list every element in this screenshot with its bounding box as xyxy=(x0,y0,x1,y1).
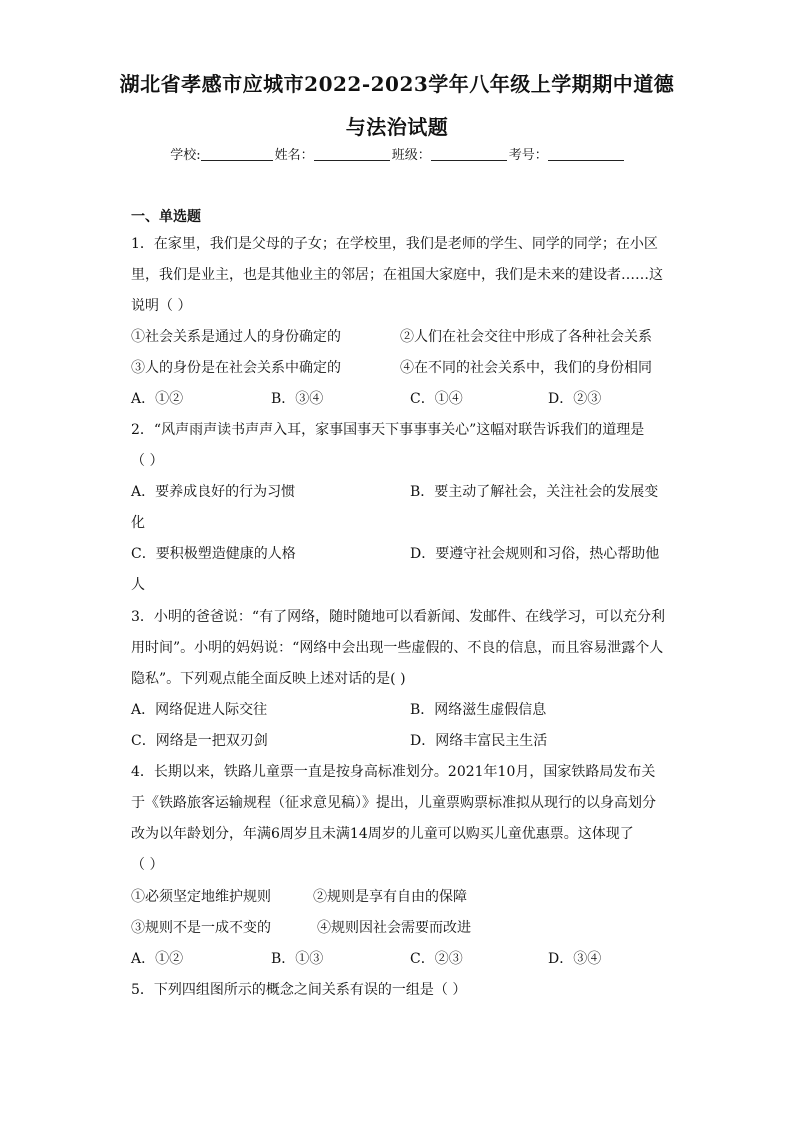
q4-statement-2: ②规则是享有自由的保障 xyxy=(313,889,467,905)
q4-statement-1: ①必须坚定地维护规则 xyxy=(131,889,271,905)
q2-option-a[interactable]: A．要养成良好的行为习惯 xyxy=(131,484,296,500)
q4-stem-line4: （ ） xyxy=(131,857,164,873)
school-label: 学校: xyxy=(170,148,201,163)
q1-statement-3: ③人的身份是在社会关系中确定的 xyxy=(131,360,341,376)
q4-option-b[interactable]: B．①③ xyxy=(271,951,324,967)
q4-option-a[interactable]: A．①② xyxy=(131,951,184,967)
q4-option-d[interactable]: D．③④ xyxy=(548,951,602,967)
exam-title-line1: 湖北省孝感市应城市2022-2023学年八年级上学期期中道德 xyxy=(119,72,675,96)
q1-option-c[interactable]: C．①④ xyxy=(410,391,463,407)
q1-statement-2: ②人们在社会交往中形成了各种社会关系 xyxy=(400,329,652,345)
student-info-row xyxy=(0,144,794,163)
q1-option-b[interactable]: B．③④ xyxy=(271,391,324,407)
q1-statement-4: ④在不同的社会关系中，我们的身份相同 xyxy=(400,360,652,376)
q1-option-a[interactable]: A．①② xyxy=(131,391,184,407)
class-label: 班级： xyxy=(391,148,431,163)
name-blank[interactable] xyxy=(314,146,390,161)
q2-option-b-line2: 化 xyxy=(131,515,145,531)
q4-stem-line3: 改为以年龄划分，年满6周岁且未满14周岁的儿童可以购买儿童优惠票。这体现了 xyxy=(131,826,634,842)
q3-option-d[interactable]: D．网络丰富民主生活 xyxy=(410,733,548,749)
q2-option-d-line1[interactable]: D．要遵守社会规则和习俗，热心帮助他 xyxy=(410,546,660,562)
q3-option-c[interactable]: C．网络是一把双刃剑 xyxy=(131,733,268,749)
class-blank[interactable] xyxy=(431,146,507,161)
exam-no-blank[interactable] xyxy=(548,146,624,161)
exam-title-line2: 与法治试题 xyxy=(345,115,449,139)
q4-statement-3: ③规则不是一成不变的 xyxy=(131,920,271,936)
school-blank[interactable] xyxy=(201,146,273,161)
q4-stem-line1: 4．长期以来，铁路儿童票一直是按身高标准划分。2021年10月，国家铁路局发布关 xyxy=(131,764,656,780)
q2-option-c[interactable]: C．要积极塑造健康的人格 xyxy=(131,546,296,562)
q1-statement-1: ①社会关系是通过人的身份确定的 xyxy=(131,329,341,345)
q3-stem-line3: 隐私”。下列观点能全面反映上述对话的是( ) xyxy=(131,671,406,687)
q2-option-b-line1[interactable]: B．要主动了解社会，关注社会的发展变 xyxy=(410,484,659,500)
q1-option-d[interactable]: D．②③ xyxy=(548,391,602,407)
q4-stem-line2: 于《铁路旅客运输规程（征求意见稿）》提出，儿童票购票标准拟从现行的以身高划分 xyxy=(131,795,656,811)
q2-stem-line2: （ ） xyxy=(131,453,164,469)
q4-option-c[interactable]: C．②③ xyxy=(410,951,463,967)
q1-stem-line3: 说明（ ） xyxy=(131,298,192,314)
q2-option-d-line2: 人 xyxy=(131,577,145,593)
exam-no-label: 考号： xyxy=(508,148,548,163)
q3-option-a[interactable]: A．网络促进人际交往 xyxy=(131,702,268,718)
q3-stem-line2: 用时间”。小明的妈妈说：“网络中会出现一些虚假的、不良的信息，而且容易泄露个人 xyxy=(131,640,664,656)
section-heading: 一、单选题 xyxy=(131,209,201,225)
q3-stem-line1: 3．小明的爸爸说：“有了网络，随时随地可以看新闻、发邮件、在线学习，可以充分利 xyxy=(131,609,666,625)
name-label: 姓名： xyxy=(274,148,314,163)
q2-stem-line1: 2．“风声雨声读书声声入耳，家事国事天下事事事关心”这幅对联告诉我们的道理是 xyxy=(131,422,645,438)
q3-option-b[interactable]: B．网络滋生虚假信息 xyxy=(410,702,547,718)
q1-stem-line1: 1．在家里，我们是父母的子女；在学校里，我们是老师的学生、同学的同学；在小区 xyxy=(131,236,658,252)
q4-statement-4: ④规则因社会需要而改进 xyxy=(317,920,471,936)
q1-stem-line2: 里，我们是业主，也是其他业主的邻居；在祖国大家庭中，我们是未来的建设者……这 xyxy=(131,267,663,283)
q5-stem-line1: 5．下列四组图所示的概念之间关系有误的一组是（ ） xyxy=(131,982,467,998)
